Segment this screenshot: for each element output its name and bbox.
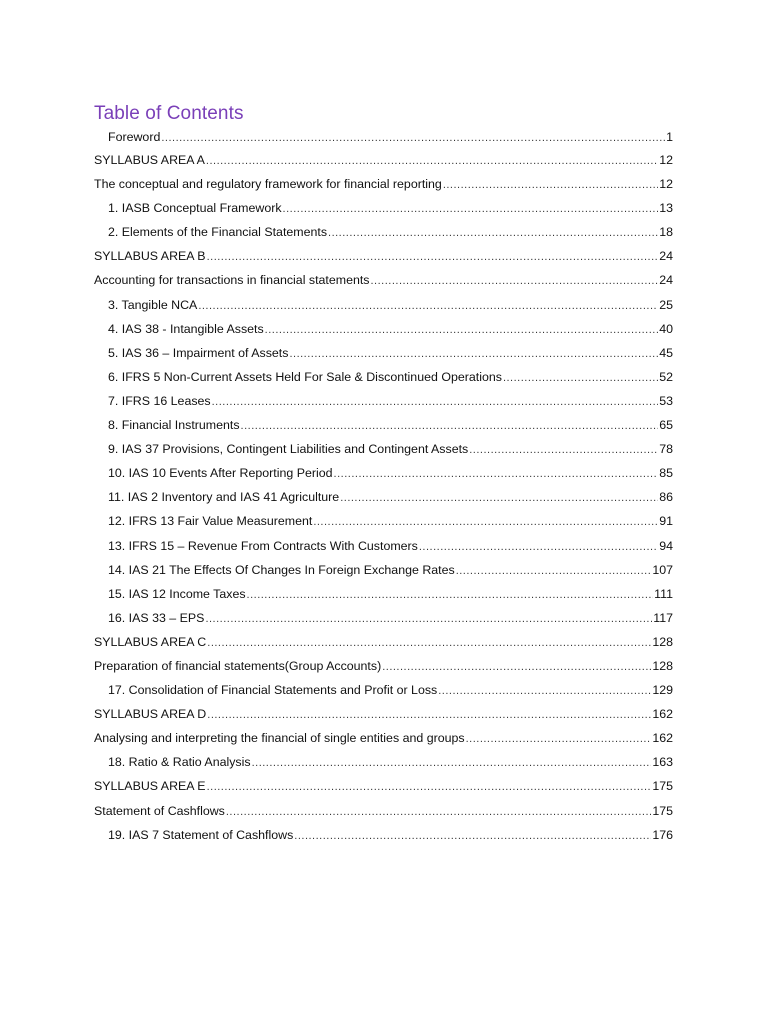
- toc-entry-page-number: 176: [652, 827, 673, 842]
- toc-dot-leader: [207, 777, 652, 798]
- toc-entry-page-number: 86: [659, 490, 673, 505]
- toc-entry-page-number: 25: [659, 297, 673, 312]
- toc-entry[interactable]: [94, 174, 673, 198]
- toc-entry-page-number: 91: [659, 514, 673, 529]
- toc-entry[interactable]: [94, 608, 673, 632]
- toc-dot-leader: [206, 151, 658, 172]
- toc-entry-label: 10. IAS 10 Events After Reporting Period: [108, 466, 333, 481]
- toc-dot-leader: [438, 681, 651, 702]
- toc-dot-leader: [503, 368, 658, 389]
- toc-dot-leader: [334, 464, 659, 485]
- toc-entry[interactable]: [94, 246, 673, 270]
- toc-dot-leader: [207, 705, 651, 726]
- toc-entry-label: 4. IAS 38 - Intangible Assets: [108, 321, 264, 336]
- toc-entry-label: 15. IAS 12 Income Taxes: [108, 586, 246, 601]
- toc-dot-leader: [205, 609, 652, 630]
- toc-entry-label: 6. IFRS 5 Non-Current Assets Held For Sale & Discontinued Operations: [108, 369, 502, 384]
- toc-dot-leader: [340, 488, 658, 509]
- toc-entry-label: 5. IAS 36 – Impairment of Assets: [108, 345, 289, 360]
- toc-entry[interactable]: [94, 439, 673, 463]
- toc-entry-label: 1. IASB Conceptual Framework: [108, 201, 282, 216]
- toc-entry[interactable]: [94, 295, 673, 319]
- toc-entry[interactable]: [94, 752, 673, 776]
- toc-dot-leader: [443, 175, 658, 196]
- toc-entry[interactable]: [94, 319, 673, 343]
- toc-entry-page-number: 128: [652, 658, 673, 673]
- toc-entry-page-number: 111: [654, 586, 673, 601]
- toc-entry[interactable]: [94, 584, 673, 608]
- toc-list: [94, 127, 673, 849]
- toc-entry-page-number: 128: [652, 634, 673, 649]
- toc-dot-leader: [313, 512, 658, 533]
- toc-entry-label: Analysing and interpreting the financial of single entities and groups: [94, 731, 465, 746]
- toc-dot-leader: [226, 802, 651, 823]
- toc-entry-page-number: 12: [659, 153, 673, 167]
- toc-entry[interactable]: [94, 415, 673, 439]
- toc-entry-label: SYLLABUS AREA A: [94, 153, 205, 167]
- toc-entry[interactable]: [94, 536, 673, 560]
- toc-entry[interactable]: [94, 656, 673, 680]
- toc-dot-leader: [207, 633, 651, 654]
- toc-entry-page-number: 24: [659, 273, 673, 288]
- toc-entry[interactable]: [94, 198, 673, 222]
- toc-entry[interactable]: [94, 127, 673, 150]
- toc-entry-page-number: 94: [659, 538, 673, 553]
- toc-entry[interactable]: [94, 680, 673, 704]
- toc-heading: Table of Contents: [94, 103, 244, 124]
- toc-entry-page-number: 162: [652, 731, 673, 746]
- toc-entry-label: 7. IFRS 16 Leases: [108, 393, 211, 408]
- toc-dot-leader: [161, 128, 665, 149]
- toc-entry-page-number: 13: [659, 201, 673, 216]
- toc-entry-label: 12. IFRS 13 Fair Value Measurement: [108, 514, 313, 529]
- toc-dot-leader: [289, 344, 658, 365]
- toc-dot-leader: [265, 320, 659, 341]
- toc-entry-page-number: 107: [652, 562, 673, 577]
- toc-dot-leader: [419, 537, 658, 558]
- toc-entry[interactable]: [94, 270, 673, 294]
- toc-dot-leader: [294, 826, 651, 847]
- toc-entry-label: 16. IAS 33 – EPS: [108, 610, 205, 625]
- toc-dot-leader: [252, 753, 652, 774]
- toc-entry-label: Accounting for transactions in financial statements: [94, 273, 370, 288]
- toc-entry[interactable]: [94, 704, 673, 728]
- toc-entry-page-number: 175: [652, 803, 673, 818]
- toc-entry-page-number: 12: [659, 177, 673, 192]
- toc-dot-leader: [207, 247, 659, 268]
- toc-entry-label: 3. Tangible NCA: [108, 297, 198, 312]
- toc-entry[interactable]: [94, 632, 673, 656]
- toc-entry-page-number: 117: [653, 610, 673, 625]
- toc-entry[interactable]: [94, 463, 673, 487]
- toc-dot-leader: [469, 440, 658, 461]
- toc-dot-leader: [241, 416, 659, 437]
- toc-entry[interactable]: [94, 150, 673, 174]
- toc-entry-label: SYLLABUS AREA C: [94, 634, 207, 649]
- toc-entry-page-number: 40: [659, 321, 673, 336]
- toc-entry-label: The conceptual and regulatory framework for financial reporting: [94, 177, 442, 192]
- toc-entry[interactable]: [94, 391, 673, 415]
- toc-entry-label: 18. Ratio & Ratio Analysis: [108, 755, 251, 770]
- toc-entry[interactable]: [94, 728, 673, 752]
- toc-entry-label: 9. IAS 37 Provisions, Contingent Liabilities and Contingent Assets: [108, 442, 469, 457]
- toc-dot-leader: [466, 729, 652, 750]
- toc-dot-leader: [328, 223, 658, 244]
- toc-dot-leader: [247, 585, 654, 606]
- toc-entry[interactable]: [94, 511, 673, 535]
- toc-dot-leader: [382, 657, 651, 678]
- toc-entry-label: 8. Financial Instruments: [108, 418, 240, 433]
- toc-entry[interactable]: [94, 343, 673, 367]
- toc-entry-label: Preparation of financial statements(Group Accounts): [94, 658, 382, 673]
- toc-entry[interactable]: [94, 801, 673, 825]
- toc-dot-leader: [283, 199, 659, 220]
- toc-entry-page-number: 24: [659, 249, 673, 264]
- toc-entry-label: SYLLABUS AREA B: [94, 249, 206, 264]
- toc-entry-label: 14. IAS 21 The Effects Of Changes In Foreign Exchange Rates: [108, 562, 455, 577]
- toc-entry-page-number: 53: [659, 393, 673, 408]
- toc-entry-label: 17. Consolidation of Financial Statements and Profit or Loss: [108, 683, 438, 698]
- toc-entry-label: Statement of Cashflows: [94, 803, 225, 818]
- toc-dot-leader: [371, 271, 659, 292]
- toc-entry-page-number: 85: [659, 466, 673, 481]
- toc-entry[interactable]: [94, 222, 673, 246]
- toc-entry-page-number: 1: [666, 130, 673, 144]
- toc-entry-page-number: 175: [652, 779, 673, 794]
- toc-entry-page-number: 45: [659, 345, 673, 360]
- toc-entry[interactable]: [94, 825, 673, 849]
- toc-entry-label: 11. IAS 2 Inventory and IAS 41 Agriculture: [108, 490, 340, 505]
- toc-entry-page-number: 78: [659, 442, 673, 457]
- toc-entry-label: 13. IFRS 15 – Revenue From Contracts With Customers: [108, 538, 418, 553]
- toc-dot-leader: [456, 561, 652, 582]
- toc-entry[interactable]: [94, 487, 673, 511]
- toc-entry-label: SYLLABUS AREA E: [94, 779, 206, 794]
- toc-entry-page-number: 162: [652, 707, 673, 722]
- toc-entry[interactable]: [94, 367, 673, 391]
- toc-dot-leader: [198, 296, 658, 317]
- toc-entry[interactable]: [94, 776, 673, 800]
- toc-entry-page-number: 163: [652, 755, 673, 770]
- toc-dot-leader: [212, 392, 659, 413]
- toc-entry-label: 19. IAS 7 Statement of Cashflows: [108, 827, 294, 842]
- toc-entry-label: SYLLABUS AREA D: [94, 707, 207, 722]
- toc-entry-page-number: 129: [652, 683, 673, 698]
- toc-entry[interactable]: [94, 560, 673, 584]
- toc-entry-page-number: 18: [659, 225, 673, 240]
- toc-entry-page-number: 52: [659, 369, 673, 384]
- toc-entry-label: 2. Elements of the Financial Statements: [108, 225, 328, 240]
- toc-entry-label: Foreword: [108, 130, 161, 144]
- toc-entry-page-number: 65: [659, 418, 673, 433]
